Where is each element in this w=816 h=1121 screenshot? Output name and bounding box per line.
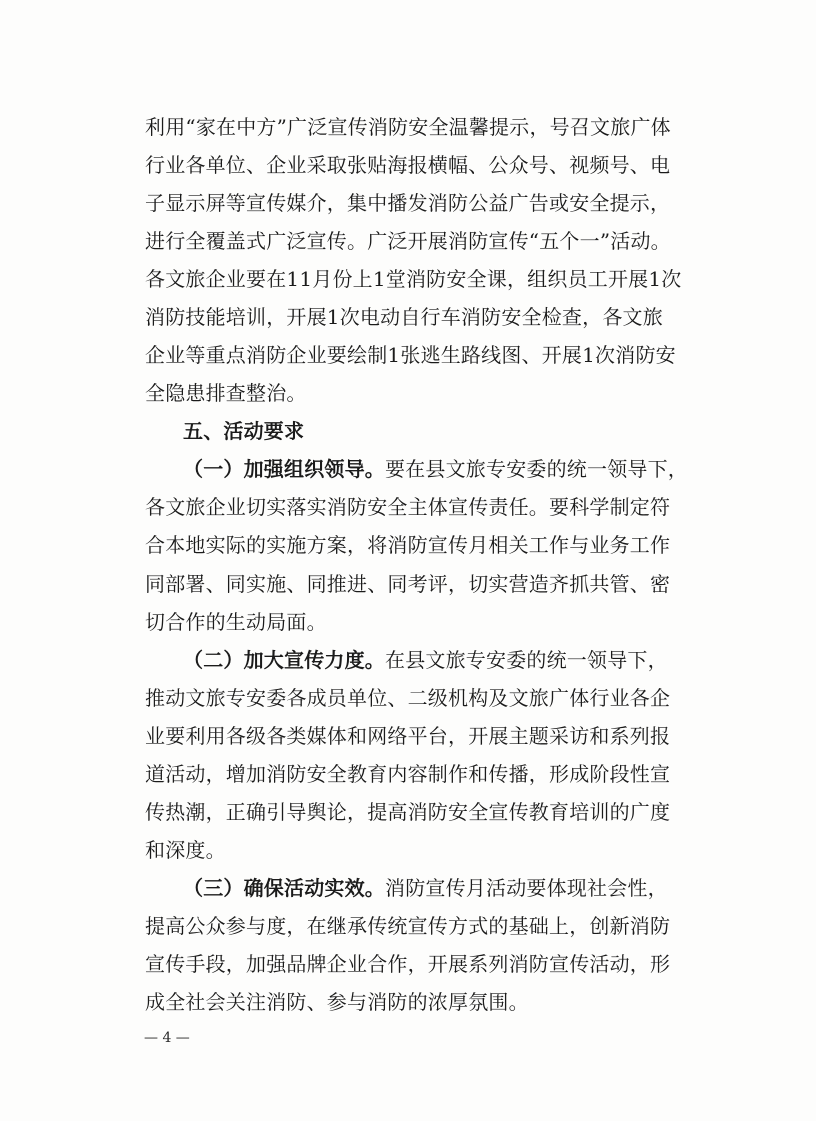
item2-first-line <box>183 646 668 674</box>
item1-title: （一）加强组织领导。 <box>183 457 385 481</box>
paragraph-line: 各文旅企业切实落实消防安全主体宣传责任。要科学制定符 <box>145 495 671 519</box>
paragraph-line: 企业等重点消防企业要绘制1张逃生路线图、开展1次消防安 <box>145 343 676 367</box>
paragraph-line: 成全社会关注消防、参与消防的浓厚氛围。 <box>145 990 529 1014</box>
item3-title: （三）确保活动实效。 <box>183 876 385 900</box>
paragraph-line: 行业各单位、企业采取张贴海报横幅、公众号、视频号、电 <box>145 153 671 177</box>
paragraph-line: 消防技能培训，开展1次电动自行车消防安全检查，各文旅 <box>145 305 663 329</box>
section-heading: 五、活动要求 <box>183 419 305 443</box>
page-number: — 4 — <box>144 1030 190 1046</box>
item3-first-line-rest: 消防宣传月活动要体现社会性， <box>385 876 668 900</box>
paragraph-line: 切合作的生动局面。 <box>145 610 327 634</box>
paragraph-line: 各文旅企业要在11月份上1堂消防安全课，组织员工开展1次 <box>145 267 682 291</box>
paragraph-line: 宣传手段，加强品牌企业合作，开展系列消防宣传活动，形 <box>145 952 671 976</box>
paragraph-line: 全隐患排查整治。 <box>145 381 307 405</box>
item3-first-line <box>183 874 668 902</box>
paragraph-line: 进行全覆盖式广泛宣传。广泛开展消防宣传“五个一”活动。 <box>145 229 671 253</box>
paragraph-line: 合本地实际的实施方案，将消防宣传月相关工作与业务工作 <box>145 533 671 557</box>
item1-first-line <box>183 455 688 483</box>
paragraph-line: 同部署、同实施、同推进、同考评，切实营造齐抓共管、密 <box>145 572 671 596</box>
paragraph-line: 道活动，增加消防安全教育内容制作和传播，形成阶段性宣 <box>145 762 671 786</box>
paragraph-line: 利用“家在中方”广泛宣传消防安全温馨提示，号召文旅广体 <box>145 115 671 139</box>
paragraph-line: 子显示屏等宣传媒介，集中播发消防公益广告或安全提示， <box>145 191 671 215</box>
paragraph-line: 和深度。 <box>145 838 226 862</box>
paragraph-line: 提高公众参与度，在继承传统宣传方式的基础上，创新消防 <box>145 914 671 938</box>
item2-first-line-rest: 在县文旅专安委的统一领导下， <box>385 648 668 672</box>
paragraph-line: 传热潮，正确引导舆论，提高消防安全宣传教育培训的广度 <box>145 800 671 824</box>
item2-title: （二）加大宣传力度。 <box>183 648 385 672</box>
paragraph-line: 业要利用各级各类媒体和网络平台，开展主题采访和系列报 <box>145 724 671 748</box>
item1-first-line-rest: 要在县文旅专安委的统一领导下， <box>385 457 688 481</box>
paragraph-line: 推动文旅专安委各成员单位、二级机构及文旅广体行业各企 <box>145 686 671 710</box>
